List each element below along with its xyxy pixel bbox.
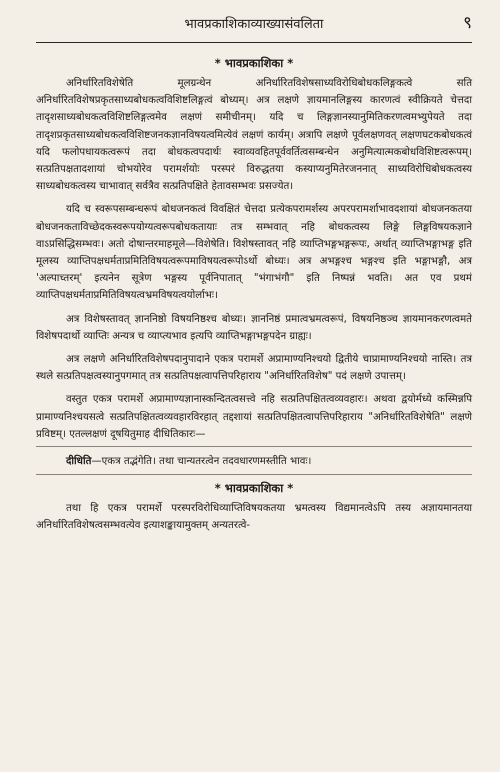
commentary-paragraph-1: अनिर्धारितविशेषेति मूलग्रन्थेन अनिर्धारितविशेषसाध्यविरोधिबोधकलिङ्गकत्वे सति अनिर्धारितविशेषप्रकृतसाध्यबोधकत्वविशिष्टलिङ्गत्वं बोध्यम्। अत्र लक्षणे ज्ञायमानलिङ्गस्य कारणत्वं स्वीक्रियते चेत्तदा तादृशसाध्यबोधकत्वविशिष्टलिङ्गत्वमेव लक्षणं समीचीनम्। यदि च लिङ्गज्ञानस्यानुमितिकरणत्वमभ्युपेयते तदा तादृशप्रकृतसाध्यबोधकत्वविशिष्टजनकज्ञानविषयत्वमित्येवं लक्षणं कार्यम्। अत्रापि लक्षणे पूर्वलक्षणवत् लक्षणघटकबोधकत्वं यदि फलोपधायकत्वरूपं तदा बोधकत्वपदार्थः स्वाव्यवहितपूर्ववर्तित्वसम्बन्धेन अनुमित्यात्मकबोधविशिष्टत्वरूपम्। सत्प्रतिपक्षतादशायां चोभयोरेव परामर्शयोः परस्परं विरुद्धतया कस्याप्यनुमितेरजननात् साध्यविरोधिबोधकत्वस्य साध्यबोधकत्वस्य चाभावात् सर्वत्रैव सत्प्रतिपक्षिते हेतावसम्भवः प्रसज्येत। xyxy=(36,78,472,193)
page-number: ९ xyxy=(463,13,472,33)
section-heading-bhavaprakashika: * भावप्रकाशिका * xyxy=(214,56,294,70)
didhiti-line xyxy=(36,453,472,470)
didhiti-label: दीधिति xyxy=(66,456,92,468)
divider xyxy=(36,474,472,475)
commentary-paragraph-2: यदि च स्वरूपसम्बन्धरूपं बोधजनकत्वं विवक्षितं चेत्तदा प्रत्येकपरामर्शस्य अपरपरामर्शाभावदशायां बोधजनकतया बोधजनकताविच्छेदकस्वरूपयोग्यत्वरूपबोधकतायाः तत्र सम्भवात् नहि बोधकत्वस्य लिङ्गे लिङ्गविषयकज्ञाने वाऽप्रसिद्धिसम्भवः। अतो दोषान्तरमाहमूले—विशेषेति। विशेषस्तावत् नहि व्याप्तिभङ्गभङ्गरूपः, अर्थात् व्याप्तिभङ्गाभङ्ग इति मूलस्य व्याप्तिपक्षधर्मताप्रमितिविषयत्वरूपमाविषयत्वरूपोऽर्थो बोध्यः। अत्र अभङ्गश्च भङ्गश्च इति भङ्गाभङ्गौ, अत्र 'अल्पाच्तरम्' इत्यनेन सूत्रेण भङ्गस्य पूर्वनिपातात् "भंगाभंगौ" इति निष्पन्नं भवति। अत एव प्रथमं व्याप्तिपक्षधर्मताप्रमितिविषयत्वभ्रमविषयत्वयोर्लाभः। xyxy=(36,204,472,302)
page-header xyxy=(36,0,472,56)
commentary-paragraph-3: अत्र विशेषस्तावत् ज्ञाननिष्ठो विषयनिष्ठश्च बोध्यः। ज्ञाननिष्ठं प्रमात्वभ्रमत्वरूपं, विषयनिष्ठञ्च ज्ञायमानकरणत्वमते विशेषपदार्थो व्याप्तिः अन्यत्र च व्याप्त्यभाव इत्यपि व्याप्तिभङ्गाभङ्गपदेन ग्राह्यः। xyxy=(36,313,472,342)
header-rule xyxy=(36,42,472,43)
closing-paragraph: तथा हि एकत्र परामर्शे परस्परविरोधिव्याप्तिविषयकतया भ्रमत्वस्य विद्यमानत्वेऽपि तस्य अज्ञायमानतया अनिर्धारितविशेषत्वसम्भवत्येव इत्याशङ्कायामुक्तम् अन्यतरत्वे- xyxy=(36,503,472,532)
divider xyxy=(36,446,472,447)
commentary-paragraph-5: वस्तुत एकत्र परामर्शे अप्रामाण्यज्ञानास्कन्दितत्वसत्त्वे नहि सत्प्रतिपक्षितत्वव्यवहारः। अथवा द्वयोर्मध्ये कस्मिन्नपि प्रामाण्यनिश्चयसत्वे सत्प्रतिपक्षितत्वव्यवहारविरहात् तद्दशायां सत्प्रतिपक्षितत्वापत्तिपरिहाराय "अनिर्धारितविशेषेति" लक्षणे प्रविष्टम्। एतल्लक्षणं दूषयितुमाह दीधितिकारः— xyxy=(36,394,472,440)
running-title: भावप्रकाशिकाव्याख्यासंवलिता xyxy=(184,17,324,32)
commentary-paragraph-4: अत्र लक्षणे अनिर्धारितविशेषपदानुपादाने एकत्र परामर्शे अप्रामाण्यनिश्चयो द्वितीये चाप्रामाण्यनिश्चयो नास्ति। तत्र स्थले सत्प्रतिपक्षत्वस्यानुपगमात् तत्र सत्प्रतिपक्षत्वापत्तिपरिहाराय "अनिर्धारितविशेष" पदं लक्षणे उपात्तम्। xyxy=(36,354,472,383)
didhiti-text: —एकत्र तद्भंगेति। तथा चान्यतरत्वेन तदवधारणमस्तीति भावः। xyxy=(91,456,312,468)
section-heading-bhavaprakashika-2: * भावप्रकाशिका * xyxy=(214,481,294,496)
